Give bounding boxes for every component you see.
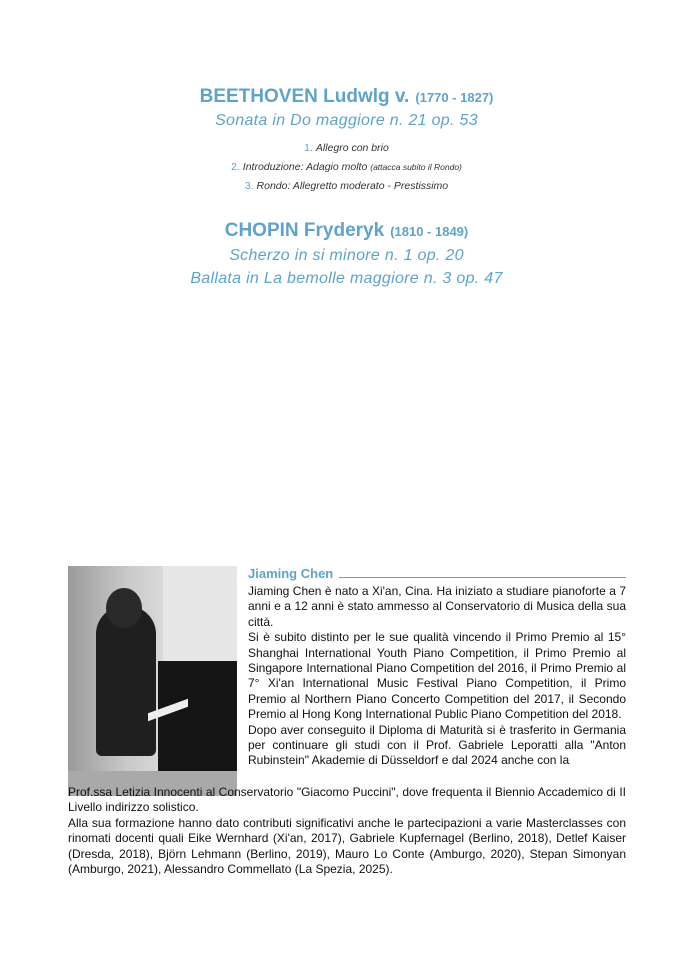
movement-number: 1. [304,142,313,154]
bio-paragraph: Prof.ssa Letizia Innocenti al Conservatorio "Giacomo Puccini", dove frequenta il Biennio Accademico di II Livello indirizzo solistico. [68,785,626,815]
movement-note: (attacca subito il Rondo) [370,162,462,172]
bio-paragraph: Dopo aver conseguito il Diploma di Maturità si è trasferito in Germania per continuare gli studi con il Prof. Gabriele Leporatti alla "Anton Rubinstein" Akademie di Düsseldorf e dal 2024 anche con la [248,722,626,768]
movement-number: 2. [231,161,240,173]
movement-3 [0,180,693,192]
bio-paragraph: Alla sua formazione hanno dato contributi significativi anche le partecipazioni a varie Masterclasses con rinomati docenti quali Eike Wernhard (Xi'an, 2017), Gabriele Kupfernagel (Berlino, 2018), Detlef Kaiser (Dresda, 2018), Björn Lehmann (Berlino, 2019), Mauro Lo Conte (Amburgo, 2020), Stepan Simonyan (Amburgo, 2021), Alessandro Commellato (La Spezia, 2025). [68,815,626,877]
movement-title: Introduzione: Adagio molto [242,161,368,173]
chopin-heading [0,220,693,242]
heading-rule [339,577,626,578]
pianist-photo [68,566,237,796]
beethoven-years: (1770 - 1827) [415,90,494,105]
movement-number: 3. [244,180,254,192]
bio-name: Jiaming Chen [248,566,334,581]
bio-full-width [68,785,626,877]
movement-title: Rondo: Allegretto moderato - Prestissimo [256,180,449,192]
movement-title: Allegro con brio [315,142,389,154]
bio-heading [248,566,626,581]
chopin-work-2: Ballata in La bemolle maggiore n. 3 op. 47 [190,270,503,287]
bio-paragraph: Jiaming Chen è nato a Xi'an, Cina. Ha iniziato a studiare pianoforte a 7 anni e a 12 anni è stato ammesso al Conservatorio di Musica della sua città. [248,584,626,629]
beethoven-work: Sonata in Do maggiore n. 21 op. 53 [215,112,478,129]
chopin-name: CHOPIN Fryderyk [224,220,385,241]
movement-2 [0,161,693,173]
chopin-years: (1810 - 1849) [390,224,469,239]
beethoven-name: BEETHOVEN Ludwlg v. [199,86,410,107]
beethoven-heading [0,86,693,108]
bio-paragraph: Si è subito distinto per le sue qualità vincendo il Primo Premio al 15° Shanghai International Youth Piano Competition, il Primo Premio al Singapore International Piano Competition del 2016, il Primo Premio al 7° Xi'an International Music Festival Piano Competition, il Primo Premio al Northern Piano Concerto Competition del 2017, il Secondo Premio al Hong Kong International Public Piano Competition del 2018. [248,630,626,722]
chopin-work-1: Scherzo in si minore n. 1 op. 20 [229,247,464,264]
bio-right-column [248,584,626,769]
movement-1 [0,142,693,154]
